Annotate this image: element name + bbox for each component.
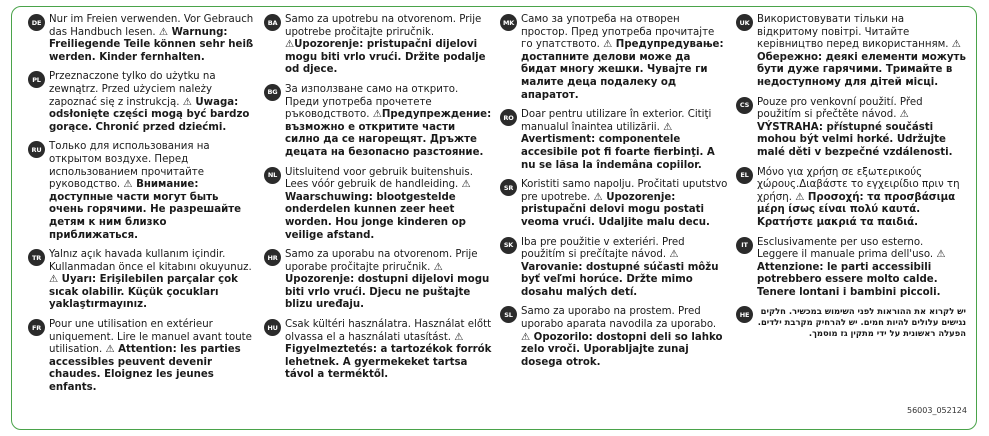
warning-entry-fr bbox=[28, 319, 256, 395]
hot-surface-warning: ⚠ Figyelmeztetés: a tartozékok forrók lehetnek. A gyermekeket tartsa távol a terméktől. bbox=[285, 331, 492, 381]
language-code-badge: BG bbox=[264, 84, 281, 101]
hot-surface-warning: ⚠ Warnung: Freiliegende Teile können sehr heiß werden. Kinder fernhalten. bbox=[49, 26, 254, 63]
usage-instruction: Samo za uporabo na prostem. Pred uporabo aparata navodila za uporabo. bbox=[521, 306, 717, 331]
warning-text bbox=[521, 179, 728, 229]
warning-entry-mk bbox=[500, 14, 728, 102]
language-column-2 bbox=[264, 14, 492, 389]
language-code-badge: HE bbox=[736, 306, 753, 323]
hot-surface-warning: ⚠Предупреждение: възможно е откритите части силно да се нагорещят. Дръжте децата на безопасно разстояние. bbox=[285, 109, 492, 158]
warning-text bbox=[285, 249, 492, 312]
language-code-badge: NL bbox=[264, 167, 281, 184]
warning-text bbox=[49, 319, 256, 395]
usage-instruction: Csak kültéri használatra. Használat előtt olvassa el a használati utasítást. bbox=[285, 319, 492, 343]
usage-instruction: Koristiti samo napolju. Pročitati uputstvo pre upotrebe. bbox=[521, 179, 728, 203]
warning-text bbox=[285, 319, 492, 382]
warning-text bbox=[757, 237, 966, 300]
warning-entry-uk bbox=[736, 14, 966, 90]
usage-instruction: Samo za uporabu na otvorenom. Prije uporabe pročitajte priručnik. bbox=[285, 249, 478, 273]
hot-surface-warning: ⚠ Внимание: доступные части могут быть очень горячими. Не разрешайте детям к ним близко приближаться. bbox=[49, 179, 242, 241]
warning-text bbox=[49, 71, 256, 134]
warning-entry-hr bbox=[264, 249, 492, 312]
warning-text bbox=[49, 14, 256, 64]
language-code-badge: BA bbox=[264, 14, 281, 31]
hot-surface-warning: ⚠ Обережно: деякі елементи можуть бути дуже гарячими. Тримайте в недоступному для дітей місці. bbox=[757, 39, 966, 88]
warning-entry-el bbox=[736, 167, 966, 230]
hot-surface-warning: ⚠ Attenzione: le parti accessibili potrebbero essere molto calde. Tenere lontani i bambini piccoli. bbox=[757, 249, 946, 298]
warning-text bbox=[521, 237, 728, 300]
language-code-badge: EL bbox=[736, 167, 753, 184]
hot-surface-warning: ⚠ Uyarı: Erişilebilen parçalar çok sıcak olabilir. Küçük çocukları yaklaştırmayınız. bbox=[49, 274, 238, 311]
usage-instruction: Uitsluitend voor gebruik buitenshuis. Lees vóór gebruik de handleiding. bbox=[285, 166, 473, 191]
hot-surface-warning: ⚠ VÝSTRAHA: přístupné součásti mohou být velmi horké. Udržujte malé děti v bezpečné vzdálenosti. bbox=[757, 109, 953, 158]
language-code-badge: IT bbox=[736, 237, 753, 254]
warning-text bbox=[521, 14, 728, 102]
language-code-badge: CS bbox=[736, 97, 753, 114]
language-column-4 bbox=[736, 14, 966, 345]
warning-entry-ru bbox=[28, 141, 256, 242]
hot-surface-warning: יש לקרוא את ההוראות לפני השימוש במכשיר. חלקים נגישים עלולים להיות חמים. יש להרחיק מקרבת ילדים. הפעלה ראשונית על ידי מתקין גז מוסמך. bbox=[757, 306, 966, 338]
usage-instruction: Pouze pro venkovní použití. Před použitím si přečtěte návod. bbox=[757, 96, 923, 121]
hot-surface-warning: ⚠ Waarschuwing: blootgestelde onderdelen kunnen zeer heet worden. Hou jonge kinderen op veilige afstand. bbox=[285, 179, 471, 241]
hot-surface-warning: ⚠ Upozorenje: dostupni dijelovi mogu biti vrlo vrući. Djecu ne puštajte blizu uređaju. bbox=[285, 261, 490, 311]
language-code-badge: RU bbox=[28, 141, 45, 158]
warning-entry-sl bbox=[500, 306, 728, 369]
warning-text bbox=[285, 84, 492, 160]
warning-entry-it bbox=[736, 237, 966, 300]
usage-instruction: За използване само на открито. Преди употреба прочетете ръководството. bbox=[285, 83, 459, 121]
hot-surface-warning: ⚠ Προσοχή: τα προσβάσιμα μέρη ίσως είναι πολύ καυτά. Κρατήστε μακριά τα παιδιά. bbox=[757, 191, 956, 228]
hot-surface-warning: ⚠ Предупредување: достапните делови може да бидат многу жешки. Чувајте ги малите деца подалеку од апаратот. bbox=[521, 39, 724, 101]
usage-instruction: Nur im Freien verwenden. Vor Gebrauch das Handbuch lesen. bbox=[49, 14, 254, 38]
language-code-badge: HR bbox=[264, 249, 281, 266]
warning-entry-hu bbox=[264, 319, 492, 382]
usage-instruction: Только для использования на открытом воздухе. Перед использованием прочитайте руководство. bbox=[49, 141, 210, 191]
language-code-badge: SL bbox=[500, 306, 517, 323]
warning-text bbox=[757, 97, 966, 160]
hot-surface-warning: ⚠ Opozorilo: dostopni deli so lahko zelo vroči. Uporabljajte zunaj dosega otrok. bbox=[521, 331, 723, 368]
usage-instruction: Przeznaczone tylko do użytku na zewnątrz. Przed użyciem należy zapoznać się z instrukcją. bbox=[49, 71, 216, 108]
warning-entry-cs bbox=[736, 97, 966, 160]
warning-entry-sk bbox=[500, 237, 728, 300]
document-code: 56003_052124 bbox=[907, 406, 967, 415]
language-code-badge: SR bbox=[500, 179, 517, 196]
warning-entry-he bbox=[736, 306, 966, 338]
warning-text bbox=[521, 306, 728, 369]
warning-entry-ba bbox=[264, 14, 492, 77]
warning-text bbox=[49, 249, 256, 312]
hot-surface-warning: ⚠ Varovanie: dostupné súčasti môžu byť veľmi horúce. Držte mimo dosahu malých detí. bbox=[521, 249, 719, 298]
language-code-badge: HU bbox=[264, 319, 281, 336]
usage-instruction: Yalnız açık havada kullanım içindir. Kullanmadan önce el kitabını okuyunuz. bbox=[49, 249, 252, 273]
usage-instruction: Використовувати тільки на відкритому повітрі. Читайте керівництво перед використанням. bbox=[757, 14, 952, 51]
usage-instruction: Esclusivamente per uso esterno. Leggere il manuale prima dell'uso. bbox=[757, 236, 937, 261]
warning-entry-tr bbox=[28, 249, 256, 312]
language-column-3 bbox=[500, 14, 728, 376]
usage-instruction: Samo za upotrebu na otvorenom. Prije upotrebe pročitajte priručnik. bbox=[285, 14, 482, 38]
usage-instruction: Iba pre použitie v exteriéri. Pred použitím si prečítajte návod. bbox=[521, 236, 685, 261]
warning-entry-bg bbox=[264, 84, 492, 160]
warning-entry-pl bbox=[28, 71, 256, 134]
hot-surface-warning: ⚠ Avertisment: componentele accesibile pot fi foarte fierbinţi. A nu se lăsa la îndemâna copiilor. bbox=[521, 121, 715, 171]
language-code-badge: FR bbox=[28, 319, 45, 336]
warning-text bbox=[757, 306, 966, 338]
warning-entry-nl bbox=[264, 167, 492, 243]
hot-surface-warning: ⚠Upozorenje: pristupačni dijelovi mogu biti vrlo vrući. Držite podalje od djece. bbox=[285, 39, 486, 76]
usage-instruction: Pour une utilisation en extérieur uniquement. Lire le manuel avant toute utilisation. bbox=[49, 319, 252, 356]
usage-instruction: Само за употреба на отворен простор. Пред употреба прочитајте го упатството. bbox=[521, 14, 715, 51]
hot-surface-warning: ⚠ Attention: les parties accessibles peuvent devenir chaudes. Eloignez les jeunes enfants. bbox=[49, 344, 241, 394]
warning-text bbox=[285, 14, 492, 77]
warning-text bbox=[49, 141, 256, 242]
language-code-badge: UK bbox=[736, 14, 753, 31]
warning-text bbox=[757, 14, 966, 90]
warning-text bbox=[757, 167, 966, 230]
warning-entry-de bbox=[28, 14, 256, 64]
hot-surface-warning: ⚠ Upozorenje: pristupačni delovi mogu postati veoma vrući. Udaljite malu decu. bbox=[521, 191, 710, 228]
warning-entry-ro bbox=[500, 109, 728, 172]
language-code-badge: DE bbox=[28, 14, 45, 31]
warning-text bbox=[521, 109, 728, 172]
language-code-badge: RO bbox=[500, 109, 517, 126]
language-code-badge: TR bbox=[28, 249, 45, 266]
warning-entry-sr bbox=[500, 179, 728, 229]
language-code-badge: SK bbox=[500, 237, 517, 254]
usage-instruction: Μόνο για χρήση σε εξωτερικούς χώρους.Διαβάστε το εγχειρίδιο πριν τη χρήση. bbox=[757, 166, 960, 203]
warning-text bbox=[285, 167, 492, 243]
hot-surface-warning: ⚠ Uwaga: odsłonięte części mogą być bardzo gorące. Chronić przed dziećmi. bbox=[49, 96, 250, 133]
language-code-badge: MK bbox=[500, 14, 517, 31]
language-column-1 bbox=[28, 14, 256, 402]
usage-instruction: Doar pentru utilizare în exterior. Citiţi manualul înaintea utilizării. bbox=[521, 109, 712, 133]
language-code-badge: PL bbox=[28, 71, 45, 88]
